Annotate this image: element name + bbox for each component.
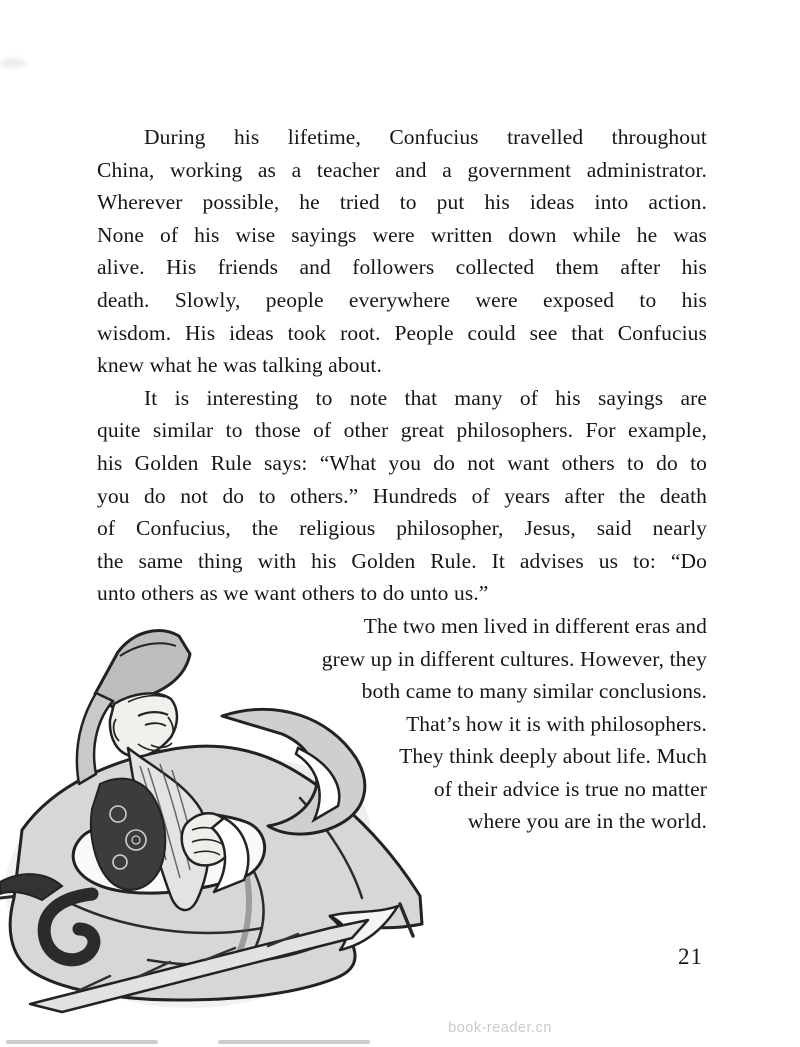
watermark-text: book-reader.cn (448, 1020, 552, 1036)
text-line: death. Slowly, people everywhere were exposed to his (97, 287, 707, 312)
text-line: wisdom. His ideas took root. People could see that Confucius (97, 320, 707, 345)
text-line: both came to many similar conclusions. (361, 679, 707, 704)
scan-artifact-bar (6, 1040, 158, 1044)
scan-artifact-bar (218, 1040, 370, 1044)
text-line: knew what he was talking about. (97, 353, 382, 378)
text-line: None of his wise sayings were written down while he was (97, 222, 707, 247)
text-line: unto others as we want others to do unto us.” (97, 581, 489, 606)
text-line: his Golden Rule says: “What you do not want others to do to (97, 450, 707, 475)
confucius-illustration (0, 598, 430, 1018)
page-number: 21 (678, 944, 703, 969)
text-line: alive. His friends and followers collected them after his (97, 255, 707, 280)
text-line: the same thing with his Golden Rule. It advises us to: “Do (97, 548, 707, 573)
text-line: During his lifetime, Confucius travelled throughout (144, 125, 707, 149)
scan-artifact (0, 58, 26, 68)
text-line: China, working as a teacher and a government administrator. (97, 157, 707, 182)
text-line: Wherever possible, he tried to put his ideas into action. (97, 190, 707, 215)
text-line: It is interesting to note that many of his sayings are (144, 385, 707, 410)
text-line: you do not do to others.” Hundreds of years after the death (97, 483, 707, 508)
text-line: of Confucius, the religious philosopher, Jesus, said nearly (97, 516, 707, 541)
text-line: grew up in different cultures. However, they (321, 646, 707, 671)
text-line: of their advice is true no matter (433, 776, 707, 801)
text-line: The two men lived in different eras and (363, 613, 707, 638)
text-line: They think deeply about life. Much (399, 744, 707, 769)
text-line: quite similar to those of other great philosophers. For example, (97, 418, 707, 443)
text-line: That’s how it is with philosophers. (406, 711, 707, 736)
text-line: where you are in the world. (467, 809, 707, 834)
